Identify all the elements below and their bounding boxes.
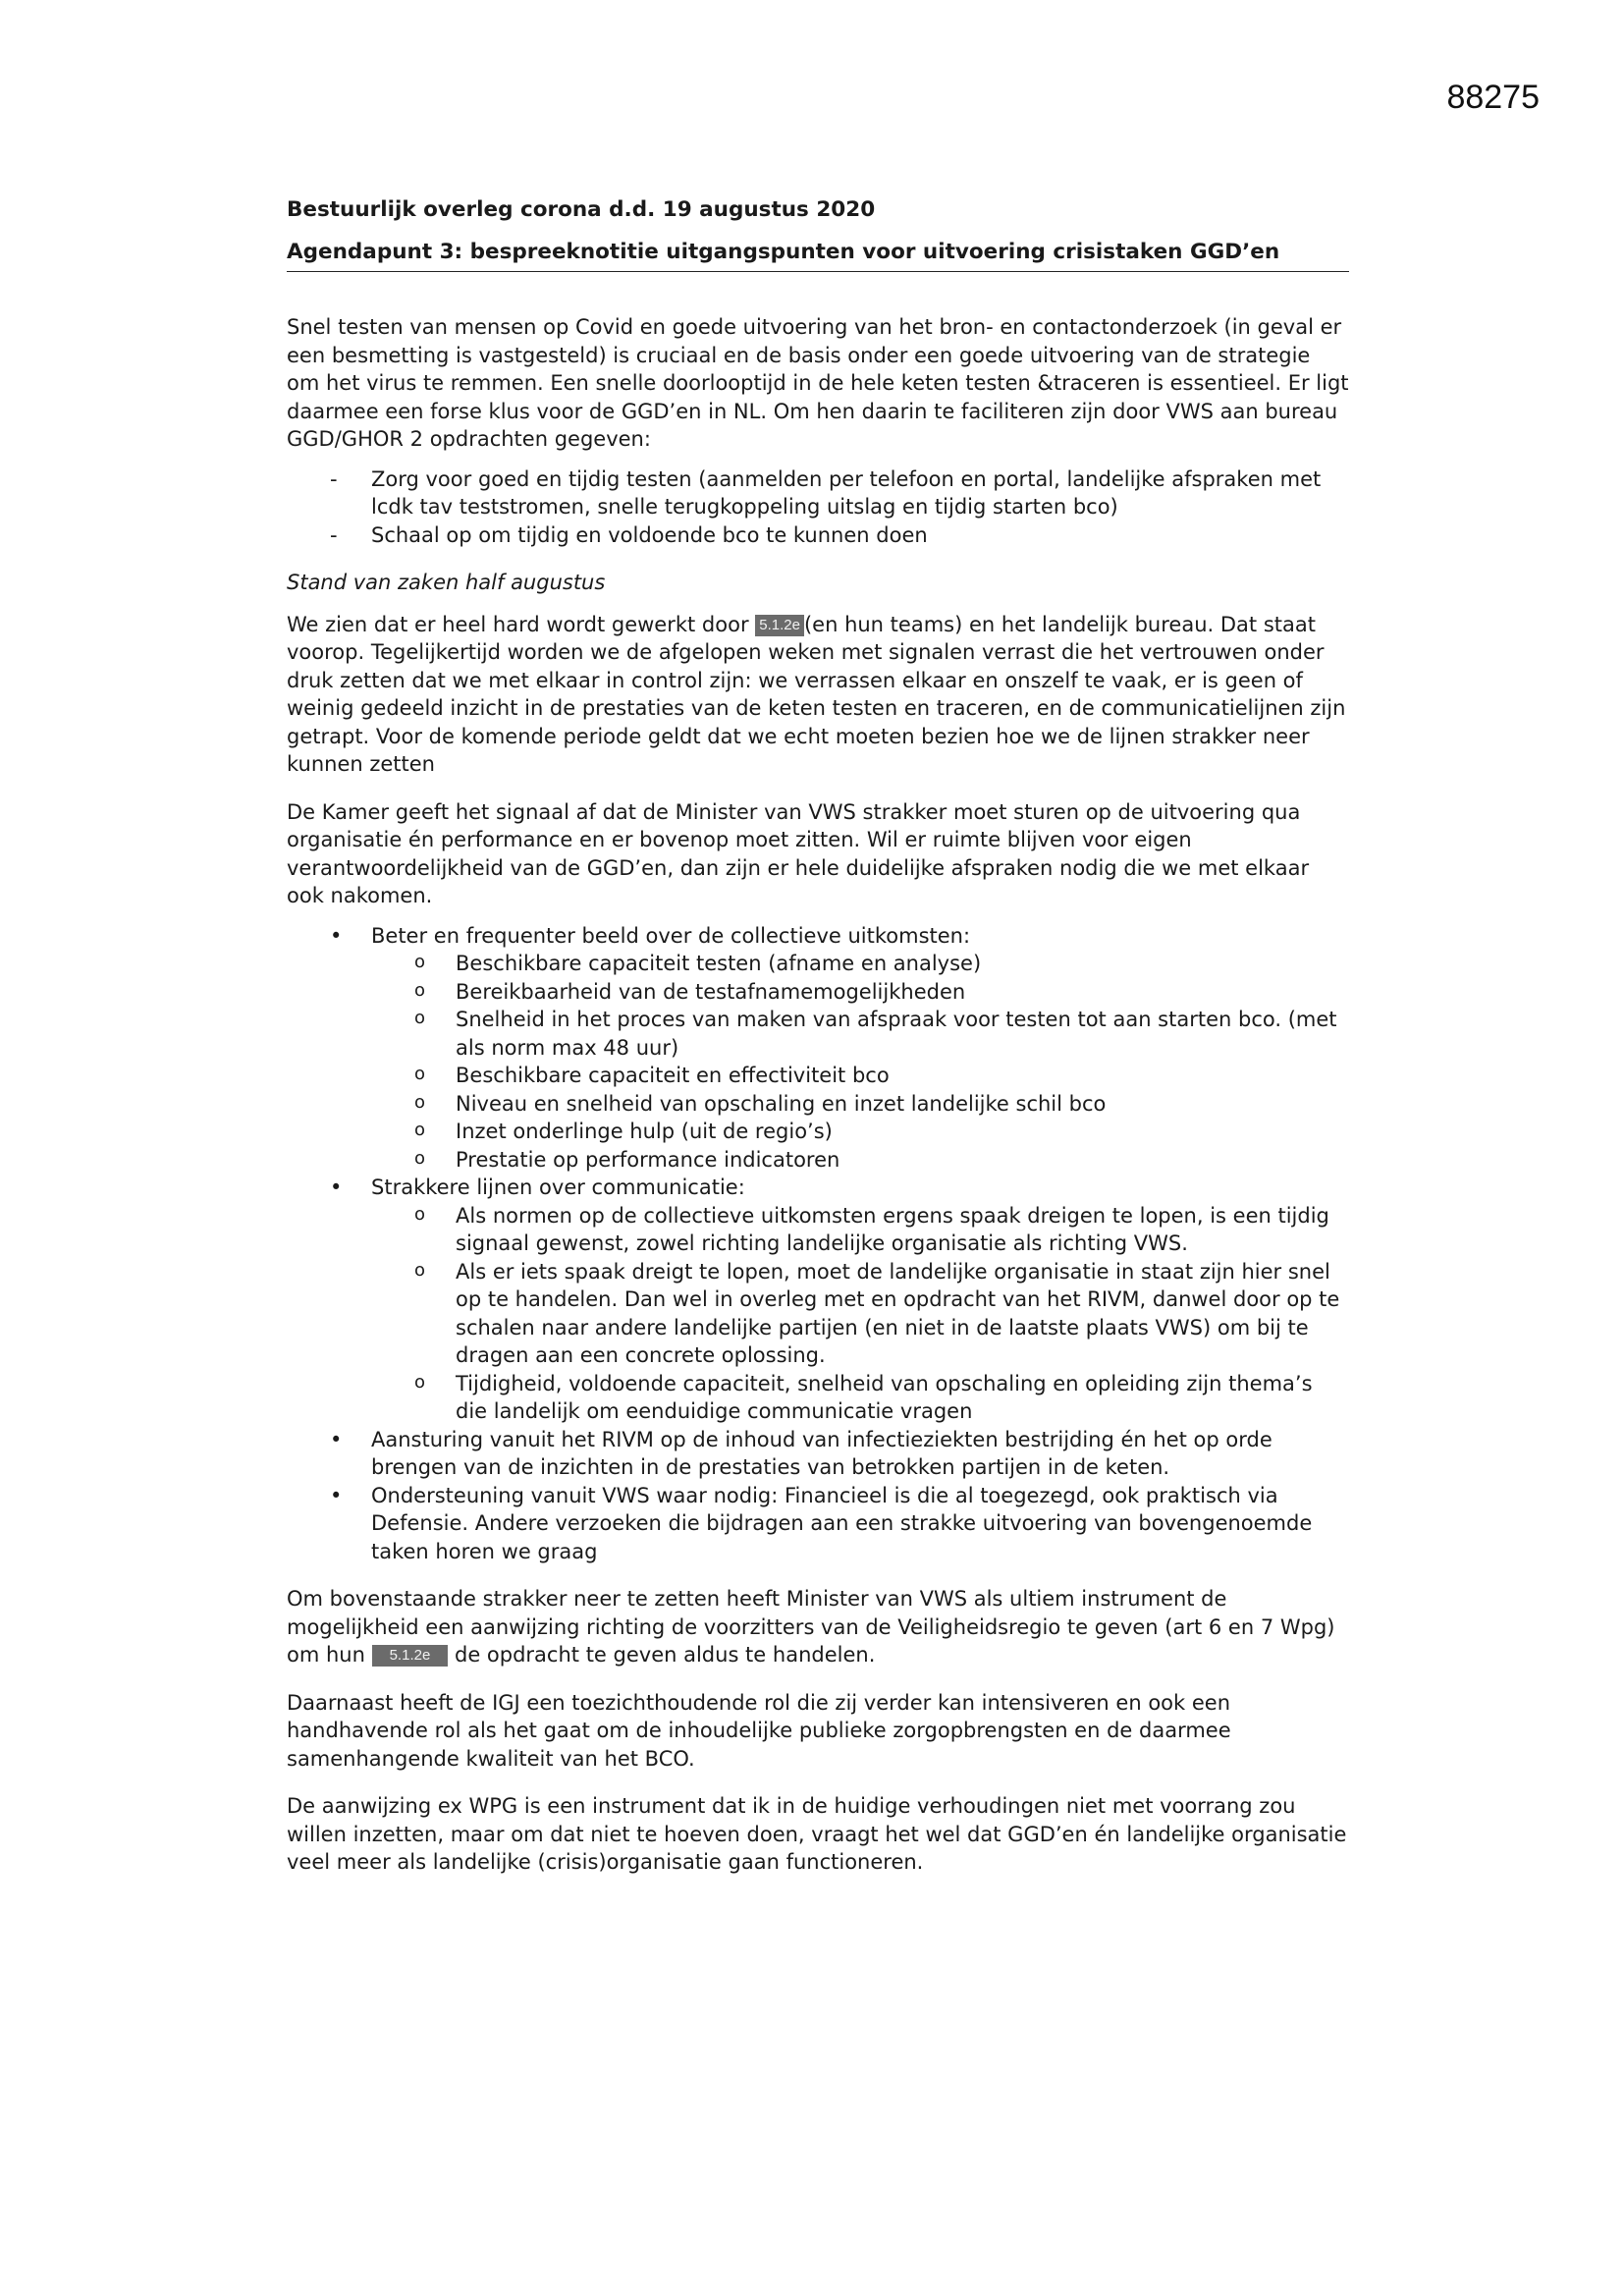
list-item: o Prestatie op performance indicatoren — [414, 1147, 840, 1172]
status-heading: Stand van zaken half augustus — [287, 571, 606, 594]
redaction-box: 5.1.2e — [372, 1645, 449, 1667]
document-body — [287, 196, 1349, 1896]
agenda-heading: Agendapunt 3: bespreeknotitie uitgangspunten voor uitvoering crisistaken GGD’en — [287, 239, 1349, 273]
kamer-paragraph: De Kamer geeft het signaal af dat de Minister van VWS strakker moet sturen op de uitvoering qua organisatie én performance en er bovenop moet zitten. Wil er ruimte blijven voor eigen verantwoordelijkheid van de GGD’en, dan zijn er hele duidelijke afspraken nodig die we met elkaar ook nakomen. — [287, 799, 1310, 907]
list-item: o Als normen op de collectieve uitkomsten ergens spaak dreigen te lopen, is een tijdig signaal gewenst, zowel richting landelijke organisatie als richting VWS. — [414, 1203, 1329, 1255]
minister-paragraph: Om bovenstaande strakker neer te zetten heeft Minister van VWS als ultiem instrument de mogelijkheid een aanwijzing richting de voorzitters van de Veiligheidsregio te geven (art 6 en 7 Wpg) om hun 5.1.2e de opdracht te geven aldus te handelen. — [287, 1587, 1335, 1667]
sub-list — [371, 1202, 1349, 1426]
list-item: • Strakkere lijnen over communicatie: o Als normen op de collectieve uitkomsten ergens spaak dreigen te lopen, is een tijdig signaal gewenst, zowel richting landelijke organisatie als richting VWS. o Als er iets spaak dreigt te lopen, moet de landelijke organisatie in staat zijn hier snel op te handelen. Dan wel in overleg met en opdracht van het RIVM, danwel door op te schalen naar andere landelijke partijen (en niet in de laatste plaats VWS) om bij te dragen aan een concrete oplossing. o Tijdigheid, voldoende capaciteit, snelheid van opschaling en opleiding zijn thema’s die landelijk om eenduidige communicatie vragen — [287, 1174, 1349, 1426]
status-paragraph: We zien dat er heel hard wordt gewerkt door 5.1.2e (en hun teams) en het landelijk bureau. Dat staat voorop. Tegelijkertijd worden we de afgelopen weken met signalen verrast die het vertrouwen onder druk zetten dat we met elkaar in control zijn: we verrassen elkaar en onszelf te vaak, er is geen of weinig gedeeld inzicht in de prestaties van de keten testen en traceren, en de communicatielijnen zijn getrapt. Voor de komende periode geldt dat we echt moeten bezien hoe we de lijnen strakker neer kunnen zetten — [287, 612, 1346, 776]
list-item: - Zorg voor goed en tijdig testen (aanmelden per telefoon en portal, landelijke afspraken met lcdk tav teststromen, snelle terugkoppeling uitslag en tijdig starten bco) — [330, 466, 1322, 519]
list-item: o Beschikbare capaciteit testen (afname en analyse) — [414, 952, 982, 975]
igj-paragraph: Daarnaast heeft de IGJ een toezichthoudende rol die zij verder kan intensiveren en ook een handhavende rol als het gaat om de inhoudelijke publieke zorgopbrengsten en de daarmee samenhangende kwaliteit van het BCO. — [287, 1690, 1231, 1771]
assignments-list — [287, 465, 1349, 550]
list-item: o Beschikbare capaciteit en effectiviteit bco — [414, 1064, 890, 1087]
list-item: - Schaal op om tijdig en voldoende bco te kunnen doen — [330, 522, 928, 547]
list-item: o Als er iets spaak dreigt te lopen, moet de landelijke organisatie in staat zijn hier snel op te handelen. Dan wel in overleg met en opdracht van het RIVM, danwel door op te schalen naar andere landelijke partijen (en niet in de laatste plaats VWS) om bij te dragen aan een concrete oplossing. — [414, 1259, 1340, 1367]
list-item: • Aansturing vanuit het RIVM op de inhoud van infectieziekten bestrijding én het op orde brengen van de inzichten in de prestaties van betrokken partijen in de keten. — [330, 1427, 1272, 1479]
list-item: o Bereikbaarheid van de testafnamemogelijkheden — [414, 979, 966, 1004]
agreements-list — [287, 922, 1349, 1566]
list-item: o Tijdigheid, voldoende capaciteit, snelheid van opschaling en opleiding zijn thema’s die landelijk om eenduidige communicatie vragen — [414, 1371, 1313, 1423]
document-number: 88275 — [1446, 79, 1540, 116]
list-item: o Inzet onderlinge hulp (uit de regio’s) — [414, 1120, 833, 1143]
list-item: • Beter en frequenter beeld over de collectieve uitkomsten: o Beschikbare capaciteit testen (afname en analyse) o Bereikbaarheid van de testafnamemogelijkheden o Snelheid in het proces van maken van afspraak voor testen tot aan starten bco. (met als norm max 48 uur) o Beschikbare capaciteit en effectiviteit bco o Niveau en snelheid van opschaling en inzet landelijke schil bco o Inzet onderlinge hulp (uit de regio’s) o Prestatie op performance indicatoren — [287, 922, 1349, 1175]
sub-list — [371, 950, 1349, 1174]
intro-paragraph: Snel testen van mensen op Covid en goede uitvoering van het bron- en contactonderzoek (in geval er een besmetting is vastgesteld) is cruciaal en de basis onder een goede uitvoering van de strategie om het virus te remmen. Een snelle doorlooptijd in de hele keten testen &traceren is essentieel. Er ligt daarmee een forse klus voor de GGD’en in NL. Om hen daarin te faciliteren zijn door VWS aan bureau GGD/GHOR 2 opdrachten gegeven: — [287, 315, 1349, 451]
redaction-box: 5.1.2e — [755, 615, 804, 636]
list-item: • Ondersteuning vanuit VWS waar nodig: Financieel is die al toegezegd, ook praktisch via Defensie. Andere verzoeken die bijdragen aan een strakke uitvoering van bovengenoemde taken horen we graag — [330, 1483, 1313, 1563]
document-title: Bestuurlijk overleg corona d.d. 19 augustus 2020 — [287, 197, 876, 222]
list-item: o Snelheid in het proces van maken van afspraak voor testen tot aan starten bco. (met als norm max 48 uur) — [414, 1008, 1337, 1060]
list-item: o Niveau en snelheid van opschaling en inzet landelijke schil bco — [414, 1091, 1107, 1116]
wpg-paragraph: De aanwijzing ex WPG is een instrument dat ik in de huidige verhoudingen niet met voorrang zou willen inzetten, maar om dat niet te hoeven doen, vraagt het wel dat GGD’en én landelijke organisatie veel meer als landelijke (crisis)organisatie gaan functioneren. — [287, 1794, 1347, 1874]
